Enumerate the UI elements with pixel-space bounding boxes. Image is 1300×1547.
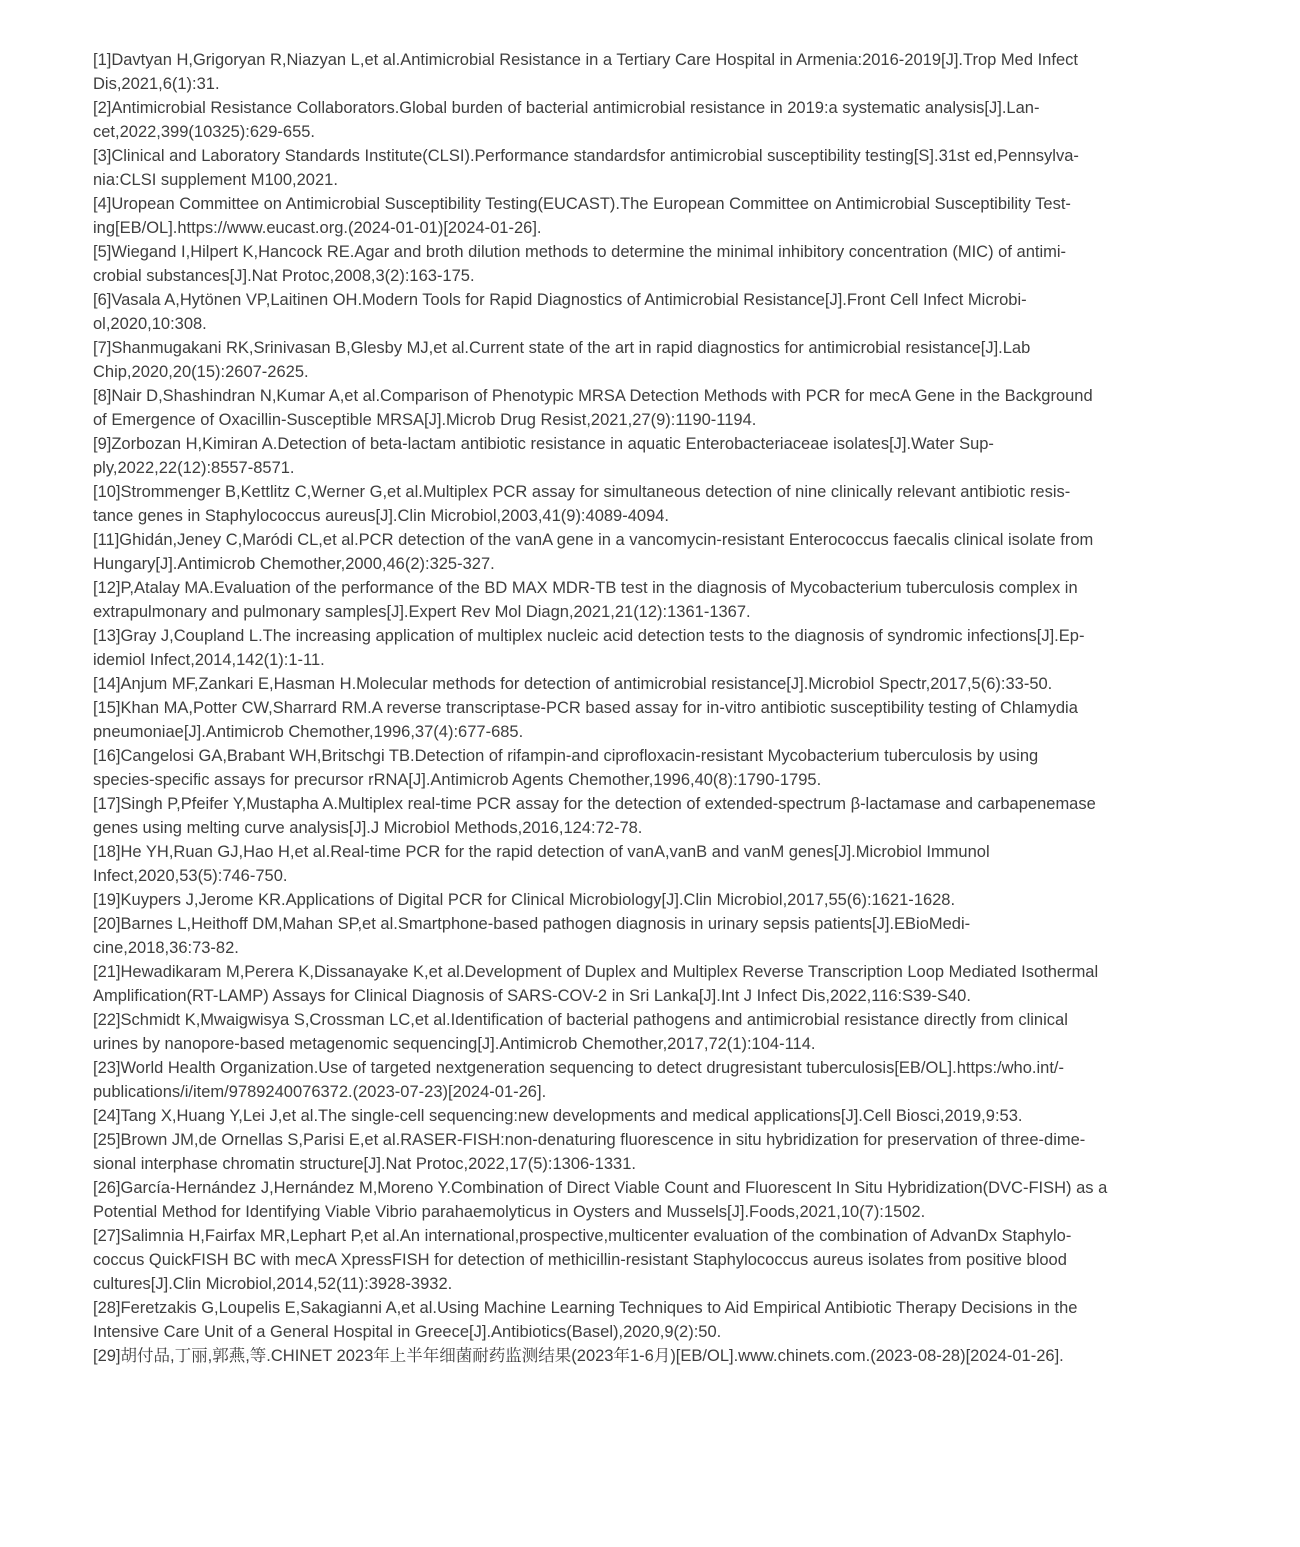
reference-item [93, 696, 1203, 744]
reference-line: [6]Vasala A,Hytönen VP,Laitinen OH.Modern Tools for Rapid Diagnostics of Antimicrobial Resistance[J].Front Cell Infect Microbi- [93, 291, 1027, 309]
reference-line: [7]Shanmugakani RK,Srinivasan B,Glesby MJ,et al.Current state of the art in rapid diagnostics for antimicrobial resistance[J].Lab [93, 339, 1031, 357]
reference-item [93, 1224, 1203, 1296]
reference-item [93, 1104, 1203, 1128]
reference-line: pneumoniae[J].Antimicrob Chemother,1996,37(4):677-685. [93, 723, 524, 741]
reference-line: ing[EB/OL].https://www.eucast.org.(2024-01-01)[2024-01-26]. [93, 219, 542, 237]
reference-line: cultures[J].Clin Microbiol,2014,52(11):3928-3932. [93, 1275, 453, 1293]
reference-line: [25]Brown JM,de Ornellas S,Parisi E,et al.RASER-FISH:non-denaturing fluorescence in situ hybridization for preservation of three-dime- [93, 1131, 1086, 1149]
reference-item [93, 528, 1203, 576]
reference-line: [21]Hewadikaram M,Perera K,Dissanayake K,et al.Development of Duplex and Multiplex Reverse Transcription Loop Mediated Isothermal [93, 963, 1099, 981]
reference-item [93, 840, 1203, 888]
reference-line: species-specific assays for precursor rRNA[J].Antimicrob Agents Chemother,1996,40(8):1790-1795. [93, 771, 822, 789]
reference-line: [1]Davtyan H,Grigoryan R,Niazyan L,et al.Antimicrobial Resistance in a Tertiary Care Hospital in Armenia:2016-2019[J].Trop Med Infect [93, 51, 1078, 69]
reference-item [93, 144, 1203, 192]
reference-line: crobial substances[J].Nat Protoc,2008,3(2):163-175. [93, 267, 475, 285]
reference-line: [8]Nair D,Shashindran N,Kumar A,et al.Comparison of Phenotypic MRSA Detection Methods with PCR for mecA Gene in the Background [93, 387, 1093, 405]
reference-line: [15]Khan MA,Potter CW,Sharrard RM.A reverse transcriptase-PCR based assay for in-vitro antibiotic susceptibility testing of Chlamydia [93, 699, 1078, 717]
reference-item [93, 48, 1203, 96]
reference-item [93, 1008, 1203, 1056]
reference-line: [14]Anjum MF,Zankari E,Hasman H.Molecular methods for detection of antimicrobial resistance[J].Microbiol Spectr,2017,5(6):33-50. [93, 675, 1053, 693]
reference-item [93, 792, 1203, 840]
reference-item [93, 744, 1203, 792]
reference-item [93, 576, 1203, 624]
reference-line: Intensive Care Unit of a General Hospital in Greece[J].Antibiotics(Basel),2020,9(2):50. [93, 1323, 722, 1341]
reference-item [93, 1176, 1203, 1224]
reference-item [93, 1128, 1203, 1176]
reference-line: [9]Zorbozan H,Kimiran A.Detection of beta-lactam antibiotic resistance in aquatic Enterobacteriaceae isolates[J].Water Sup- [93, 435, 994, 453]
reference-list [93, 48, 1203, 1368]
reference-line: [26]García-Hernández J,Hernández M,Moreno Y.Combination of Direct Viable Count and Fluorescent In Situ Hybridization(DVC-FISH) as a [93, 1179, 1108, 1197]
reference-line: [11]Ghidán,Jeney C,Maródi CL,et al.PCR detection of the vanA gene in a vancomycin-resistant Enterococcus faecalis clinical isolate from [93, 531, 1094, 549]
reference-item [93, 1296, 1203, 1344]
reference-line: [22]Schmidt K,Mwaigwisya S,Crossman LC,et al.Identification of bacterial pathogens and antimicrobial resistance directly from clinical [93, 1011, 1068, 1029]
reference-line: Amplification(RT-LAMP) Assays for Clinical Diagnosis of SARS-COV-2 in Sri Lanka[J].Int J Infect Dis,2022,116:S39-S40. [93, 987, 971, 1005]
reference-line: of Emergence of Oxacillin-Susceptible MRSA[J].Microb Drug Resist,2021,27(9):1190-1194. [93, 411, 757, 429]
reference-line: [27]Salimnia H,Fairfax MR,Lephart P,et al.An international,prospective,multicenter evaluation of the combination of AdvanDx Staphylo- [93, 1227, 1072, 1245]
reference-line: tance genes in Staphylococcus aureus[J].Clin Microbiol,2003,41(9):4089-4094. [93, 507, 670, 525]
reference-item [93, 480, 1203, 528]
reference-line: Infect,2020,53(5):746-750. [93, 867, 288, 885]
reference-line: publications/i/item/9789240076372.(2023-07-23)[2024-01-26]. [93, 1083, 547, 1101]
reference-line: idemiol Infect,2014,142(1):1-11. [93, 651, 325, 669]
reference-line: nia:CLSI supplement M100,2021. [93, 171, 338, 189]
reference-line: [3]Clinical and Laboratory Standards Institute(CLSI).Performance standardsfor antimicrobial susceptibility testing[S].31st ed,Pennsylva- [93, 147, 1079, 165]
reference-line: Potential Method for Identifying Viable Vibrio parahaemolyticus in Oysters and Mussels[J].Foods,2021,10(7):1502. [93, 1203, 926, 1221]
reference-line: extrapulmonary and pulmonary samples[J].Expert Rev Mol Diagn,2021,21(12):1361-1367. [93, 603, 751, 621]
reference-item [93, 336, 1203, 384]
reference-item [93, 384, 1203, 432]
reference-item [93, 1344, 1203, 1368]
reference-line: [20]Barnes L,Heithoff DM,Mahan SP,et al.Smartphone-based pathogen diagnosis in urinary sepsis patients[J].EBioMedi- [93, 915, 971, 933]
reference-line: urines by nanopore-based metagenomic sequencing[J].Antimicrob Chemother,2017,72(1):104-114. [93, 1035, 816, 1053]
reference-line: cine,2018,36:73-82. [93, 939, 239, 957]
reference-line: [12]P,Atalay MA.Evaluation of the performance of the BD MAX MDR-TB test in the diagnosis of Mycobacterium tuberculosis complex in [93, 579, 1078, 597]
reference-item [93, 288, 1203, 336]
reference-item [93, 432, 1203, 480]
reference-line: [2]Antimicrobial Resistance Collaborators.Global burden of bacterial antimicrobial resistance in 2019:a systematic analysis[J].Lan- [93, 99, 1040, 117]
reference-item [93, 960, 1203, 1008]
reference-line: [16]Cangelosi GA,Brabant WH,Britschgi TB.Detection of rifampin-and ciprofloxacin-resistant Mycobacterium tuberculosis by using [93, 747, 1039, 765]
reference-line: [24]Tang X,Huang Y,Lei J,et al.The single-cell sequencing:new developments and medical applications[J].Cell Biosci,2019,9:53. [93, 1107, 1023, 1125]
reference-item [93, 912, 1203, 960]
reference-line: Dis,2021,6(1):31. [93, 75, 220, 93]
reference-line: [23]World Health Organization.Use of targeted nextgeneration sequencing to detect drugresistant tuberculosis[EB/OL].https:/who.int/- [93, 1059, 1064, 1077]
reference-item [93, 672, 1203, 696]
reference-item [93, 888, 1203, 912]
reference-line: Hungary[J].Antimicrob Chemother,2000,46(2):325-327. [93, 555, 495, 573]
reference-line: coccus QuickFISH BC with mecA XpressFISH for detection of methicillin-resistant Staphylococcus aureus isolates from positive blood [93, 1251, 1067, 1269]
reference-item [93, 192, 1203, 240]
reference-item [93, 240, 1203, 288]
reference-line: [17]Singh P,Pfeifer Y,Mustapha A.Multiplex real-time PCR assay for the detection of extended-spectrum β-lactamase and carbapenemase [93, 795, 1096, 813]
reference-line: ply,2022,22(12):8557-8571. [93, 459, 295, 477]
reference-line: [13]Gray J,Coupland L.The increasing application of multiplex nucleic acid detection tests to the diagnosis of syndromic infections[J].Ep- [93, 627, 1085, 645]
reference-line: [29]胡付品,丁丽,郭燕,等.CHINET 2023年上半年细菌耐药监测结果(2023年1-6月)[EB/OL].www.chinets.com.(2023-08-28)[2024-01-26]. [93, 1347, 1064, 1365]
reference-line: [19]Kuypers J,Jerome KR.Applications of Digital PCR for Clinical Microbiology[J].Clin Microbiol,2017,55(6):1621-1628. [93, 891, 956, 909]
reference-line: cet,2022,399(10325):629-655. [93, 123, 316, 141]
reference-line: [28]Feretzakis G,Loupelis E,Sakagianni A,et al.Using Machine Learning Techniques to Aid Empirical Antibiotic Therapy Decisions in the [93, 1299, 1078, 1317]
reference-line: [5]Wiegand I,Hilpert K,Hancock RE.Agar and broth dilution methods to determine the minimal inhibitory concentration (MIC) of antimi- [93, 243, 1067, 261]
reference-item [93, 1056, 1203, 1104]
reference-line: [4]Uropean Committee on Antimicrobial Susceptibility Testing(EUCAST).The European Committee on Antimicrobial Susceptibility Test- [93, 195, 1071, 213]
reference-line: sional interphase chromatin structure[J].Nat Protoc,2022,17(5):1306-1331. [93, 1155, 636, 1173]
reference-line: [18]He YH,Ruan GJ,Hao H,et al.Real-time PCR for the rapid detection of vanA,vanB and vanM genes[J].Microbiol Immunol [93, 843, 990, 861]
reference-line: ol,2020,10:308. [93, 315, 207, 333]
reference-line: Chip,2020,20(15):2607-2625. [93, 363, 309, 381]
reference-item [93, 624, 1203, 672]
reference-item [93, 96, 1203, 144]
reference-line: genes using melting curve analysis[J].J Microbiol Methods,2016,124:72-78. [93, 819, 643, 837]
reference-line: [10]Strommenger B,Kettlitz C,Werner G,et al.Multiplex PCR assay for simultaneous detection of nine clinically relevant antibiotic resis- [93, 483, 1071, 501]
